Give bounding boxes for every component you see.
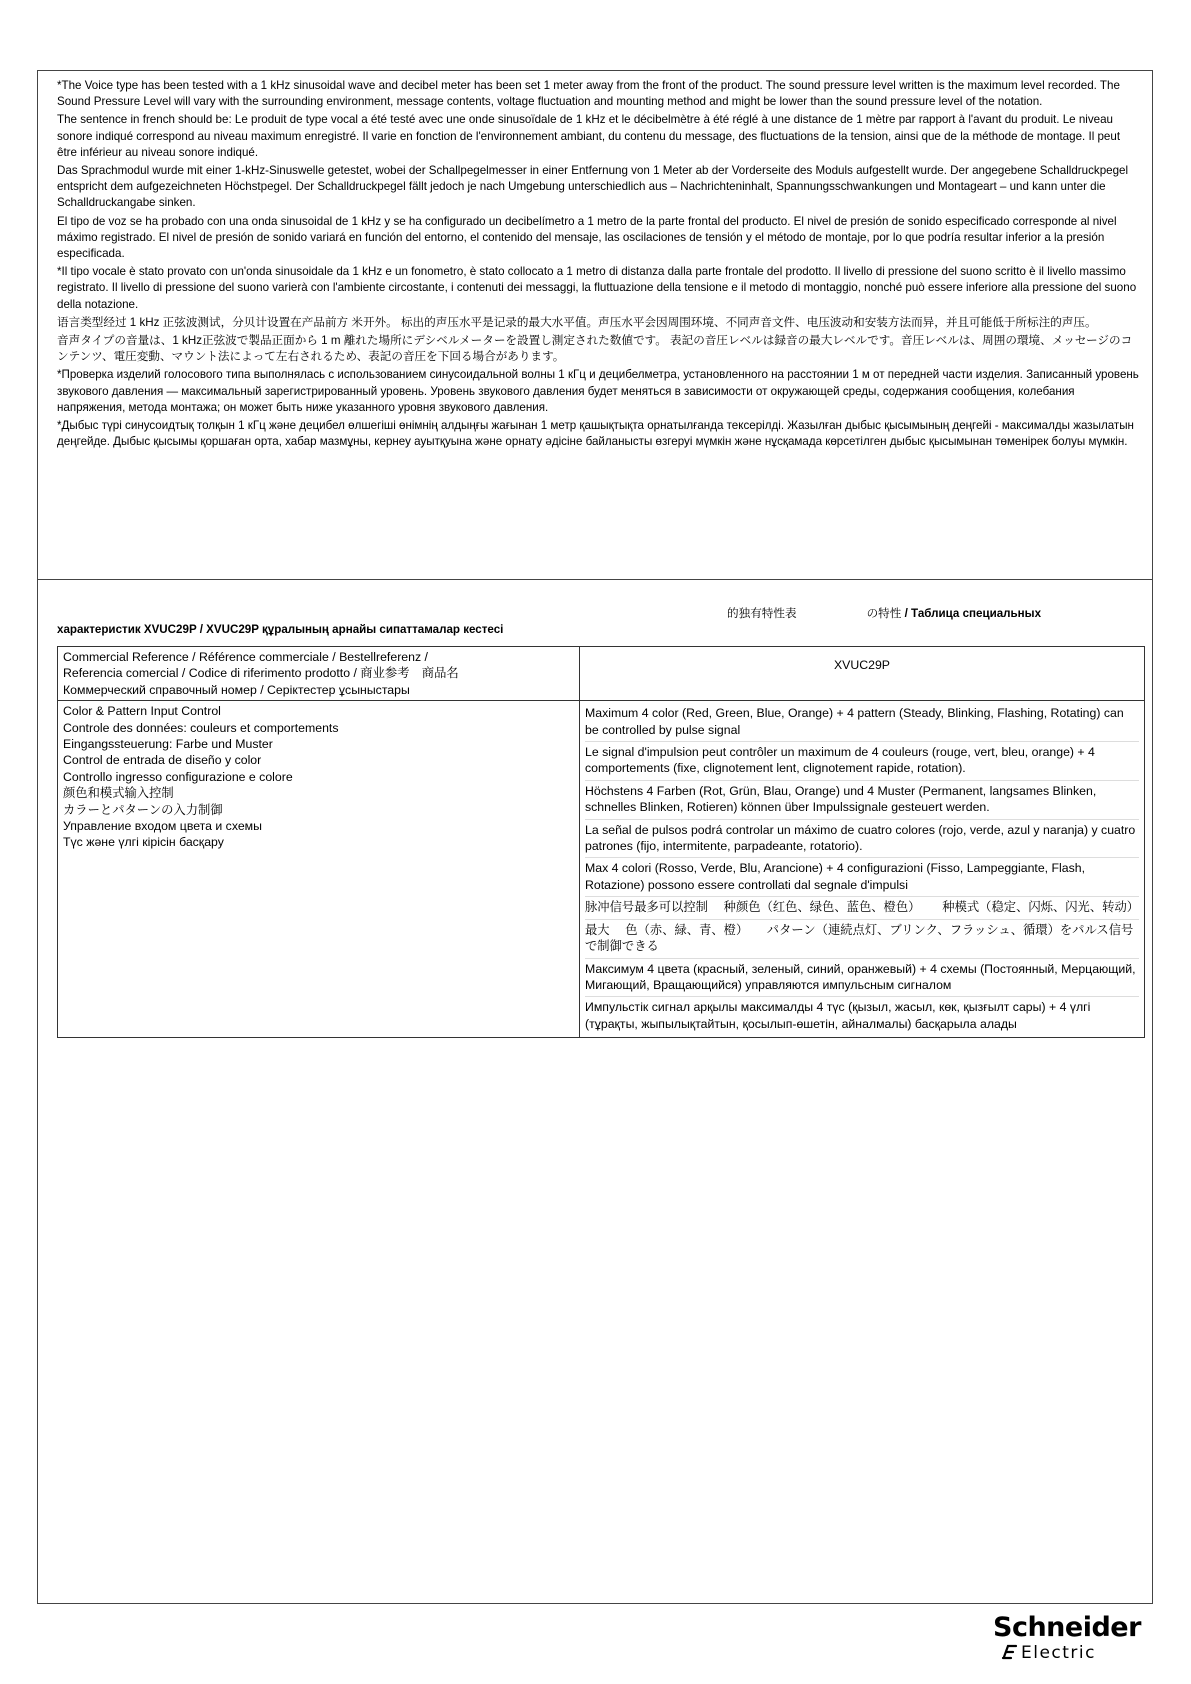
control-label: Eingangssteuerung: Farbe und Muster	[63, 737, 273, 752]
control-label: Controle des données: couleurs et comportements	[63, 720, 339, 735]
control-value: Импульстік сигнал арқылы максималды 4 түс (қызыл, жасыл, көк, қызғылт сары) + 4 үлгі (тұрақты, жыпылықтайтын, қосылып-өшетін, айналмалы) басқарыла алады	[585, 1000, 1091, 1031]
control-value-cell	[580, 701, 1145, 1038]
control-value: 最大 色（赤、緑、青、橙） パターン（連続点灯、ブリンク、フラッシュ、循環）をパルス信号で制御できる	[585, 920, 1139, 959]
note-fr: The sentence in french should be: Le produit de type vocal a été testé avec une onde sinusoïdale de 1 kHz et le décibelmètre à été réglé à une distance de 1 mètre par rapport à l'avant du produit. Le niveau sonore indiqué correspond au niveau maximum enregistré. Il varie en fonction de l'environnement ambiant, du contenu du message, des fluctuations de la tension, ainsi que de la méthode de montage. Il peut être inférieur au niveau sonore indiqué.	[57, 113, 1121, 159]
control-value: Le signal d'impulsion peut contrôler un maximum de 4 couleurs (rouge, vert, bleu, orange) + 4 comportements (fixe, clignotement lent, clignotement rapide, rotation).	[585, 742, 1139, 781]
logo-line2-text: Electric	[1021, 1643, 1096, 1663]
caption-left: характеристик XVUC29P / XVUC29P құралының арнайы сипаттамалар кестесі	[57, 623, 504, 636]
control-label: Color & Pattern Input Control	[63, 704, 221, 719]
ref-label: Referencia comercial / Codice di riferimento prodotto / 商业参考 商品名	[63, 666, 459, 681]
caption-ru: / Таблица специальных	[901, 607, 1042, 620]
control-value: Максимум 4 цвета (красный, зеленый, синий, оранжевый) + 4 схемы (Постоянный, Мерцающий, Мигающий, Вращающийся) управляются импульсным сигналом	[585, 959, 1139, 998]
ref-label: Коммерческий справочный номер / Серіктестер ұсыныстары	[63, 682, 410, 697]
control-label-cell	[58, 701, 580, 1038]
table-row	[58, 647, 1145, 701]
control-value: 脉冲信号最多可以控制 种颜色（红色、绿色、蓝色、橙色） 种模式（稳定、闪烁、闪光、转动）	[585, 897, 1139, 919]
control-label: カラーとパターンの入力制御	[63, 802, 223, 817]
table-row	[58, 701, 1145, 1038]
ref-label: Commercial Reference / Référence commerciale / Bestellreferenz /	[63, 650, 428, 664]
control-label: Controllo ingresso configurazione e colore	[63, 769, 293, 784]
control-value: La señal de pulsos podrá controlar un máximo de cuatro colores (rojo, verde, azul y naranja) y cuatro patrones (fijo, intermitente, parpadeante, rotatorio).	[585, 820, 1139, 859]
caption-cn: 的独有特性表	[727, 607, 797, 620]
control-label: 颜色和模式输入控制	[63, 786, 174, 801]
control-label: Управление входом цвета и схемы	[63, 819, 262, 834]
caption-right	[727, 605, 1041, 621]
spec-table	[57, 646, 1145, 1038]
ref-value-cell: XVUC29P	[580, 647, 1145, 701]
table-caption	[57, 605, 1142, 641]
section-divider	[37, 579, 1153, 580]
note-ja: 音声タイプの音量は、1 kHz正弦波で製品正面から 1 m 離れた場所にデシベルメーターを設置し測定された数値です。 表記の音圧レベルは録音の最大レベルです。音圧レベルは、周囲の環境、メッセージのコンテンツ、電圧変動、マウント法によって左右されるため、表記の音圧を下回る場合があります。	[57, 334, 1133, 364]
control-value: Maximum 4 color (Red, Green, Blue, Orange) + 4 pattern (Steady, Blinking, Flashing, Rotating) can be controlled by pulse signal	[585, 703, 1139, 742]
logo-line1: Schneider	[993, 1612, 1141, 1643]
ref-label-cell	[58, 647, 580, 701]
note-de: Das Sprachmodul wurde mit einer 1-kHz-Sinuswelle getestet, wobei der Schallpegelmesser in einer Entfernung von 1 Meter ab der Vorderseite des Moduls aufgestellt wurde. Der angegebene Schalldruckpegel entspricht dem aufgezeichneten Höchstpegel. Der Schalldruckpegel fällt jedoch je nach Umgebung unterschiedlich aus – Nachrichteninhalt, Spannungsschwankungen und Montageart – und kann unter die Schalldruckangabe sinken.	[57, 164, 1129, 210]
note-es: El tipo de voz se ha probado con una onda sinusoidal de 1 kHz y se ha configurado un decibelímetro a 1 metro de la parte frontal del producto. El nivel de presión de sonido especificado corresponde al nivel máximo registrado. El nivel de presión de sonido variará en función del entorno, el contenido del mensaje, las oscilaciones de tensión y el método de montaje, por lo que podría resultar inferior a la presión especificada.	[57, 214, 1117, 261]
sound-pressure-notes	[57, 78, 1142, 452]
schneider-electric-logo	[993, 1612, 1153, 1664]
control-label: Control de entrada de diseño y color	[63, 753, 262, 768]
note-ru: *Проверка изделий голосового типа выполнялась с использованием синусоидальной волны 1 кГц и децибелметра, установленного на расстоянии 1 м от передней части изделия. Записанный уровень звукового давления — максимальный зарегистрированный уровень. Уровень звукового давления будет меняться в зависимости от окружающей среды, содержания сообщения, колебания напряжения, метода монтажа; он может быть ниже указанного уровня звукового давления.	[57, 368, 1139, 414]
control-value: Höchstens 4 Farben (Rot, Grün, Blau, Orange) und 4 Muster (Permanent, langsames Blinken, schnelles Blinken, Rotieren) können über Impulssignale gesteuert werden.	[585, 781, 1139, 820]
logo-line2	[1001, 1643, 1096, 1663]
note-kk: *Дыбыс түрі синусоидтық толқын 1 кГц және децибел өлшегіші өнімнің алдыңғы жағынан 1 метр қашықтықта орнатылғанда тексерілді. Жазылған дыбыс қысымының деңгейі - максималды жазылатын деңгейде. Дыбыс қысымы қоршаған орта, хабар мазмұны, кернеу ауытқуына және орнату әдісіне байланысты өзгеруі мүмкін және нұсқамада көрсетілген дыбыс қысымынан төменірек болуы мүмкін.	[57, 419, 1134, 449]
life-is-on-icon	[1001, 1644, 1019, 1660]
note-zh: 语言类型经过 1 kHz 正弦波测试，分贝计设置在产品前方 米开外。 标出的声压水平是记录的最大水平值。声压水平会因周围环境、不同声音文件、电压波动和安装方法而异，并且可能低于所标注的声压。	[57, 315, 1097, 329]
note-en: *The Voice type has been tested with a 1 kHz sinusoidal wave and decibel meter has been set 1 meter away from the front of the product. The sound pressure level written is the maximum level recorded. The Sound Pressure Level will vary with the surrounding environment, message contents, voltage fluctuation and mounting method and might be lower than the sound pressure level of the notation.	[57, 79, 1120, 109]
control-label: Түс және үлгі кірісін басқару	[63, 835, 224, 850]
control-value: Max 4 colori (Rosso, Verde, Blu, Arancione) + 4 configurazioni (Fisso, Lampeggiante, Flash, Rotazione) possono essere controllati dal segnale d'impulsi	[585, 858, 1139, 897]
caption-jp: の特性	[866, 607, 902, 620]
note-it: *Il tipo vocale è stato provato con un'onda sinusoidale da 1 kHz e un fonometro, è stato collocato a 1 metro di distanza dalla parte frontale del prodotto. Il livello di pressione del suono scritto è il livello massimo registrato. Il livello di pressione del suono varierà con l'ambiente circostante, i contenuti dei messaggi, la fluttuazione della tensione e il metodo di montaggio, nonché può essere inferiore alla pressione del suono della notazione.	[57, 265, 1137, 311]
